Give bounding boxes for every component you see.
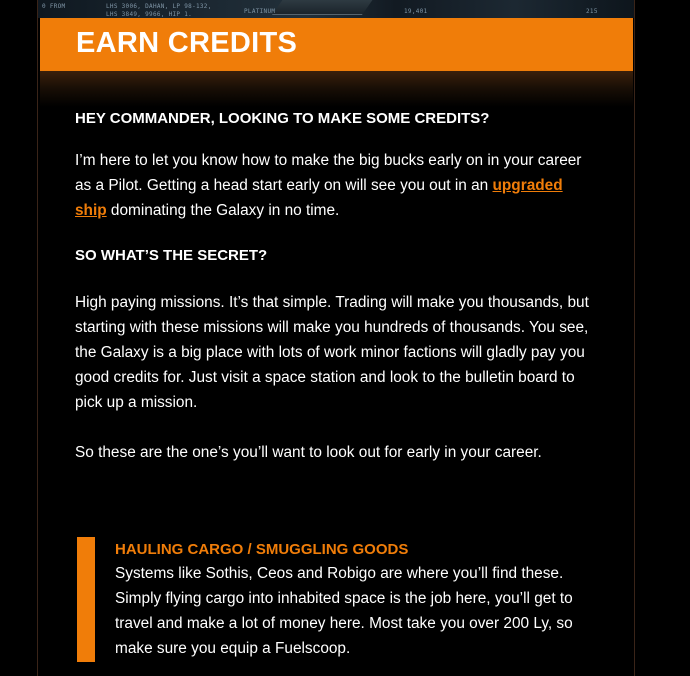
- callout-body: [115, 539, 605, 661]
- hero-snippet: LHS 3849, 9966, HIP 1.: [106, 11, 193, 18]
- hero-snippet: 215: [586, 8, 598, 15]
- title-banner-shadow: [40, 71, 633, 107]
- page-title: EARN CREDITS: [76, 27, 298, 59]
- intro-paragraph: [75, 148, 595, 223]
- title-banner: [40, 18, 633, 71]
- secret-heading: SO WHAT’S THE SECRET?: [75, 247, 268, 264]
- hero-snippet: 19,401: [404, 8, 428, 15]
- intro-text-start: I’m here to let you know how to make the big bucks early on in your career as a Pilot. Getting a head start early on will see you out in an: [75, 152, 582, 194]
- ship-hull-shape: [272, 0, 378, 15]
- callout-accent-bar: [77, 537, 95, 662]
- hero-banner-image: [38, 0, 634, 18]
- intro-text-end: dominating the Galaxy in no time.: [106, 202, 340, 219]
- intro-heading: HEY COMMANDER, LOOKING TO MAKE SOME CREDITS?: [75, 110, 490, 127]
- hero-snippet: PLATINUM: [244, 8, 276, 15]
- career-paragraph: So these are the one’s you’ll want to look out for early in your career.: [75, 444, 542, 461]
- hero-snippet: 0 FROM: [42, 3, 66, 10]
- secret-paragraph: High paying missions. It’s that simple. Trading will make you thousands, but starting with these missions will make you hundreds of thousands. You see, the Galaxy is a big place with lots of work minor factions will gladly pay you good credits for. Just visit a space station and look to the bulletin board to pick up a mission.: [75, 294, 589, 411]
- main-content: [75, 108, 595, 465]
- callout-text: Systems like Sothis, Ceos and Robigo are where you’ll find these. Simply flying cargo into inhabited space is the job here, you’ll get to travel and make a lot of money here. Most take you over 200 Ly, so make sure you equip a Fuelscoop.: [115, 565, 573, 657]
- hero-snippet: LHS 3006, DAHAN, LP 98-132,: [106, 3, 212, 10]
- callout-title: HAULING CARGO / SMUGGLING GOODS: [115, 541, 409, 558]
- upgraded-ship-link[interactable]: upgraded ship: [75, 177, 563, 219]
